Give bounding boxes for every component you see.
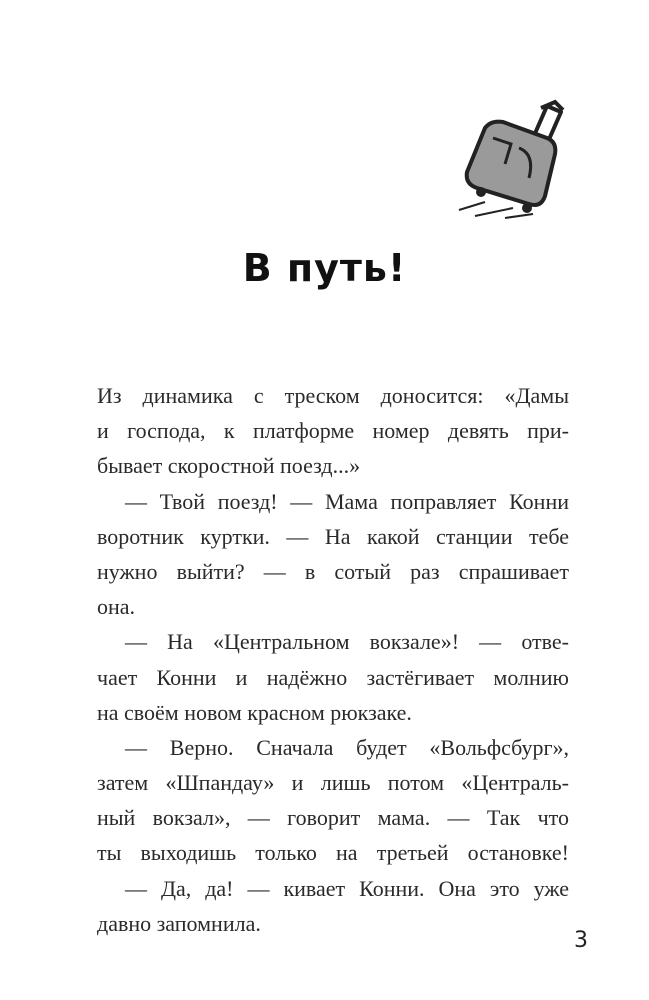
text-line: и господа, к платформе номер девять при- <box>97 418 569 444</box>
text-line: чает Конни и надёжно застёгивает молнию <box>97 664 569 690</box>
text-line: воротник куртки. — На какой станции тебе <box>97 523 569 549</box>
text-line: бывает скоростной поезд...» <box>97 453 361 479</box>
text-line: — На «Центральном вокзале»! — отве- <box>125 629 569 655</box>
text-line: — Да, да! — кивает Конни. Она это уже <box>125 875 569 901</box>
text-line: на своём новом красном рюкзаке. <box>97 699 412 725</box>
text-line: — Твой поезд! — Мама поправляет Конни <box>125 488 569 514</box>
text-line: нужно выйти? — в сотый раз спрашивает <box>97 558 569 584</box>
text-line: Из динамика с треском доносится: «Дамы <box>97 383 569 408</box>
page-number: 3 <box>574 928 588 953</box>
chapter-title: В путь! <box>242 246 407 290</box>
text-line: ты выходишь только на третьей остановке! <box>97 840 569 866</box>
text-line: — Верно. Сначала будет «Вольфсбург», <box>125 734 569 760</box>
text-line: она. <box>97 594 136 620</box>
text-line: затем «Шпандау» и лишь потом «Централь- <box>97 770 569 796</box>
text-line: давно запомнила. <box>97 910 261 936</box>
body-text <box>97 378 569 941</box>
suitcase-illustration-icon <box>455 98 585 220</box>
text-line: ный вокзал», — говорит мама. — Так что <box>97 805 569 831</box>
